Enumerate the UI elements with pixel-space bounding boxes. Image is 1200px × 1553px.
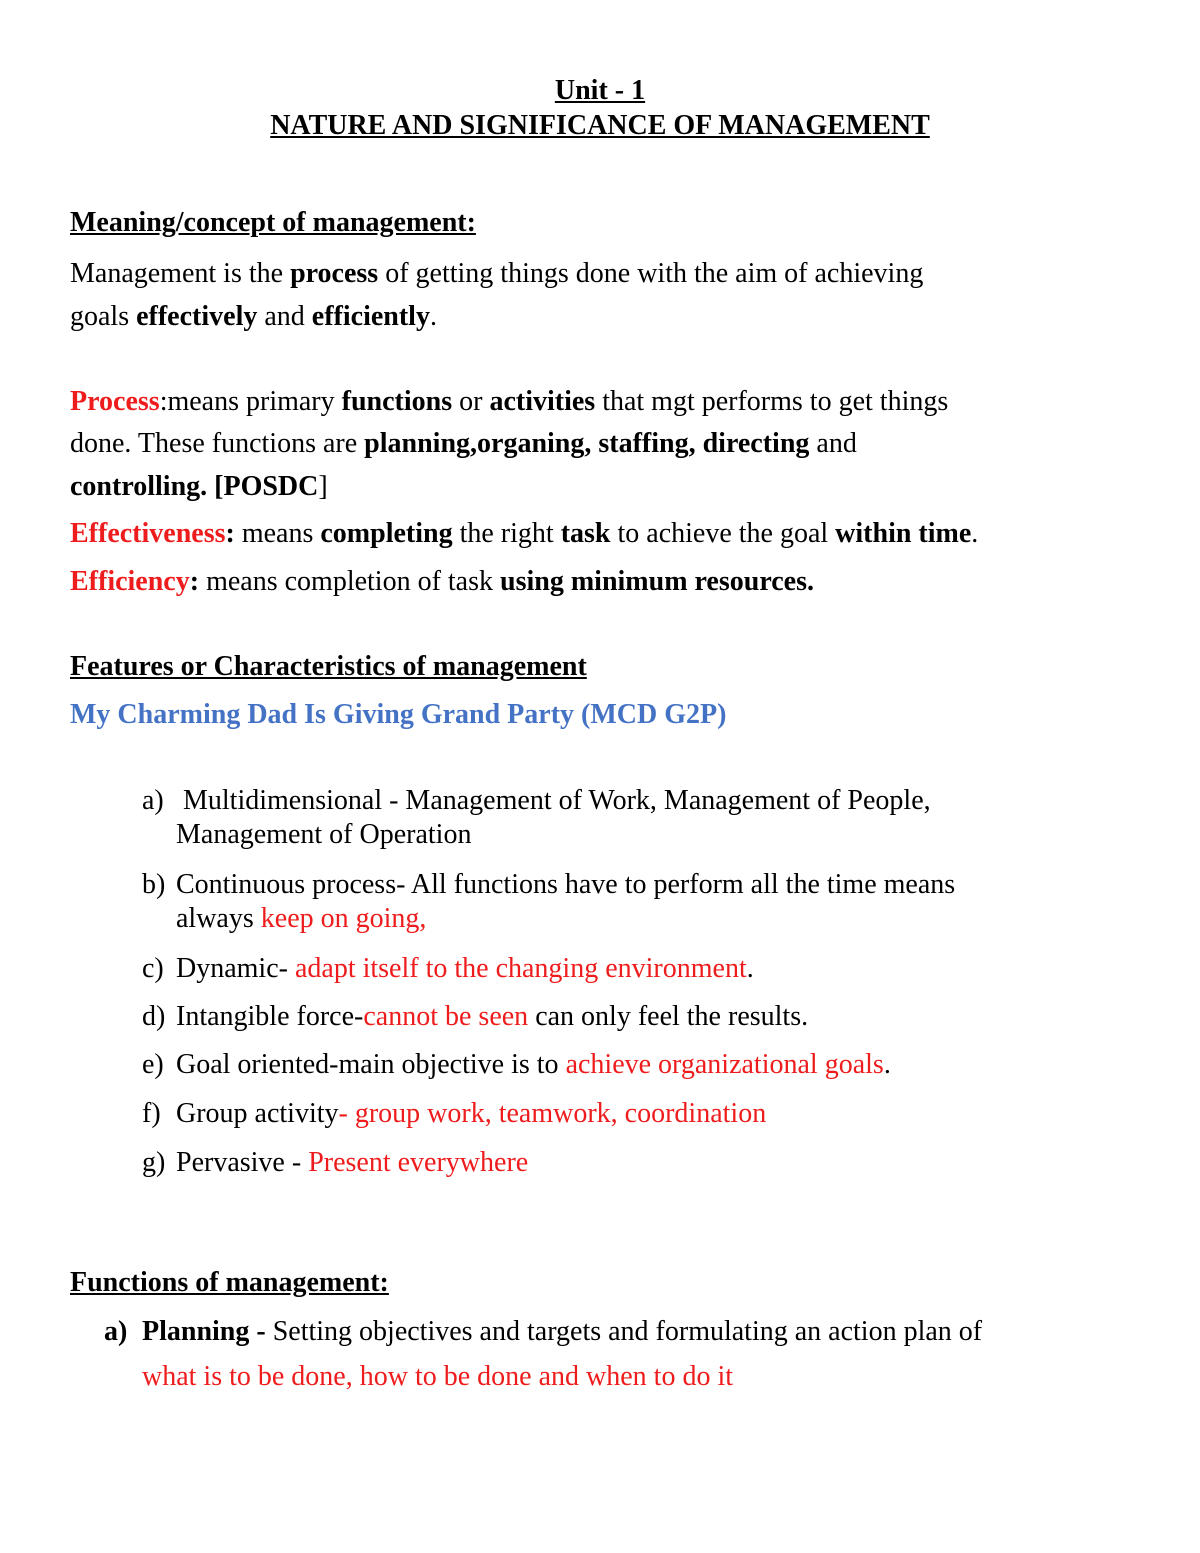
functions-item-planning-continuation: what is to be done, how to be done and when to do it	[142, 1361, 734, 1392]
meaning-line-1: Management is the process of getting things done with the aim of achieving	[70, 258, 924, 289]
list-item: g) Pervasive - Present everywhere	[142, 1147, 529, 1178]
list-item: e) Goal oriented-main objective is to achieve organizational goals.	[142, 1049, 891, 1080]
efficiency-line: Efficiency: means completion of task using minimum resources.	[70, 566, 815, 597]
process-term: Process	[70, 386, 160, 417]
features-heading: Features or Characteristics of management	[70, 651, 587, 682]
functions-heading: Functions of management:	[70, 1267, 389, 1298]
functions-item-planning: a) Planning - Setting objectives and targets and formulating an action plan of	[104, 1316, 983, 1347]
meaning-heading: Meaning/concept of management:	[70, 207, 476, 238]
unit-title: Unit - 1	[554, 75, 646, 106]
efficiency-term: Efficiency	[70, 566, 190, 597]
process-line-3: controlling. [POSDC]	[70, 471, 328, 502]
list-item: a) Multidimensional - Management of Work, Management of People,	[142, 785, 931, 816]
effectiveness-line: Effectiveness: means completing the right task to achieve the goal within time.	[70, 518, 979, 549]
chapter-title: NATURE AND SIGNIFICANCE OF MANAGEMENT	[270, 110, 930, 141]
list-item: f) Group activity- group work, teamwork, coordination	[142, 1098, 767, 1129]
meaning-line-2: goals effectively and efficiently.	[70, 301, 437, 332]
list-item: d) Intangible force-cannot be seen can only feel the results.	[142, 1001, 809, 1032]
features-mnemonic: My Charming Dad Is Giving Grand Party (MCD G2P)	[70, 699, 727, 730]
list-item: b) Continuous process- All functions have to perform all the time means	[142, 869, 956, 900]
process-line-2: done. These functions are planning,organing, staffing, directing and	[70, 428, 857, 459]
list-item-continuation: Management of Operation	[176, 819, 472, 850]
list-item: c) Dynamic- adapt itself to the changing environment.	[142, 953, 754, 984]
list-item-continuation: always keep on going,	[176, 903, 427, 934]
process-line-1: Process:means primary functions or activities that mgt performs to get things	[70, 386, 949, 417]
effectiveness-term: Effectiveness	[70, 518, 226, 549]
